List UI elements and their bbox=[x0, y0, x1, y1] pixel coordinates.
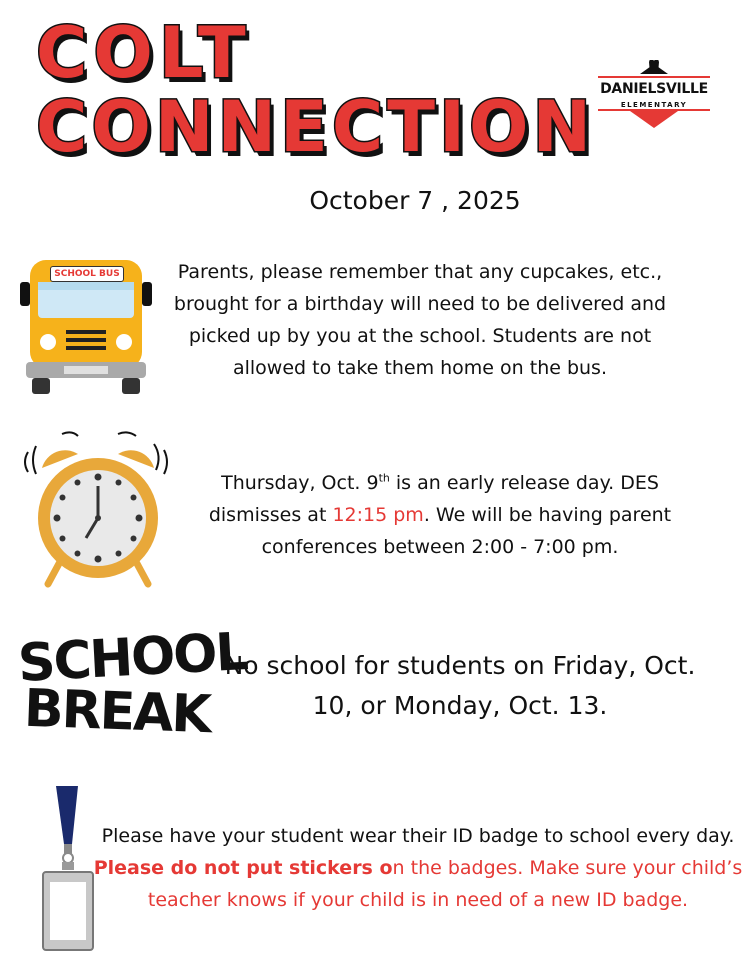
id-badge-notice bbox=[90, 820, 746, 916]
early-release-superscript: th bbox=[378, 471, 390, 485]
bus-sign: SCHOOL BUS bbox=[50, 266, 124, 282]
alarm-clock-icon bbox=[20, 428, 170, 588]
school-break-notice: No school for students on Friday, Oct. 10, or Monday, Oct. 13. bbox=[224, 651, 696, 720]
early-release-text-3: . We will be having parent conferences between 2:00 - 7:00 pm. bbox=[261, 504, 672, 558]
danielsville-logo bbox=[594, 60, 714, 130]
newsletter-title-line1: COLT bbox=[36, 12, 252, 94]
id-badge-text: Please have your student wear their ID badge to school every day. bbox=[101, 825, 735, 847]
logo-subtitle: ELEMENTARY bbox=[620, 101, 688, 109]
id-badge-warning-bold: Please do not put stickers o bbox=[93, 857, 393, 879]
logo-name: DANIELSVILLE bbox=[600, 81, 708, 97]
bus-notice: Parents, please remember that any cupcakes, etc., brought for a birthday will need to be delivered and picked up by you at the school. Students are not allowed to take them home on the bus. bbox=[173, 261, 667, 379]
id-badge-warning: n the badges. Make sure your child’s teacher knows if your child is in need of a new ID badge. bbox=[147, 857, 743, 911]
early-release-text-1: Thursday, Oct. 9 bbox=[221, 472, 379, 494]
newsletter-title-line2: CONNECTION bbox=[36, 86, 596, 168]
school-break-label-line2: BREAK bbox=[23, 678, 211, 746]
early-release-text-2: is an early release day. DES dismisses at bbox=[208, 472, 659, 526]
school-bus-icon bbox=[20, 258, 152, 398]
school-break-label-line1: SCHOOL bbox=[16, 622, 249, 694]
early-release-notice bbox=[176, 467, 704, 563]
issue-date: October 7 , 2025 bbox=[309, 186, 521, 215]
dismissal-time: 12:15 pm bbox=[332, 504, 424, 526]
